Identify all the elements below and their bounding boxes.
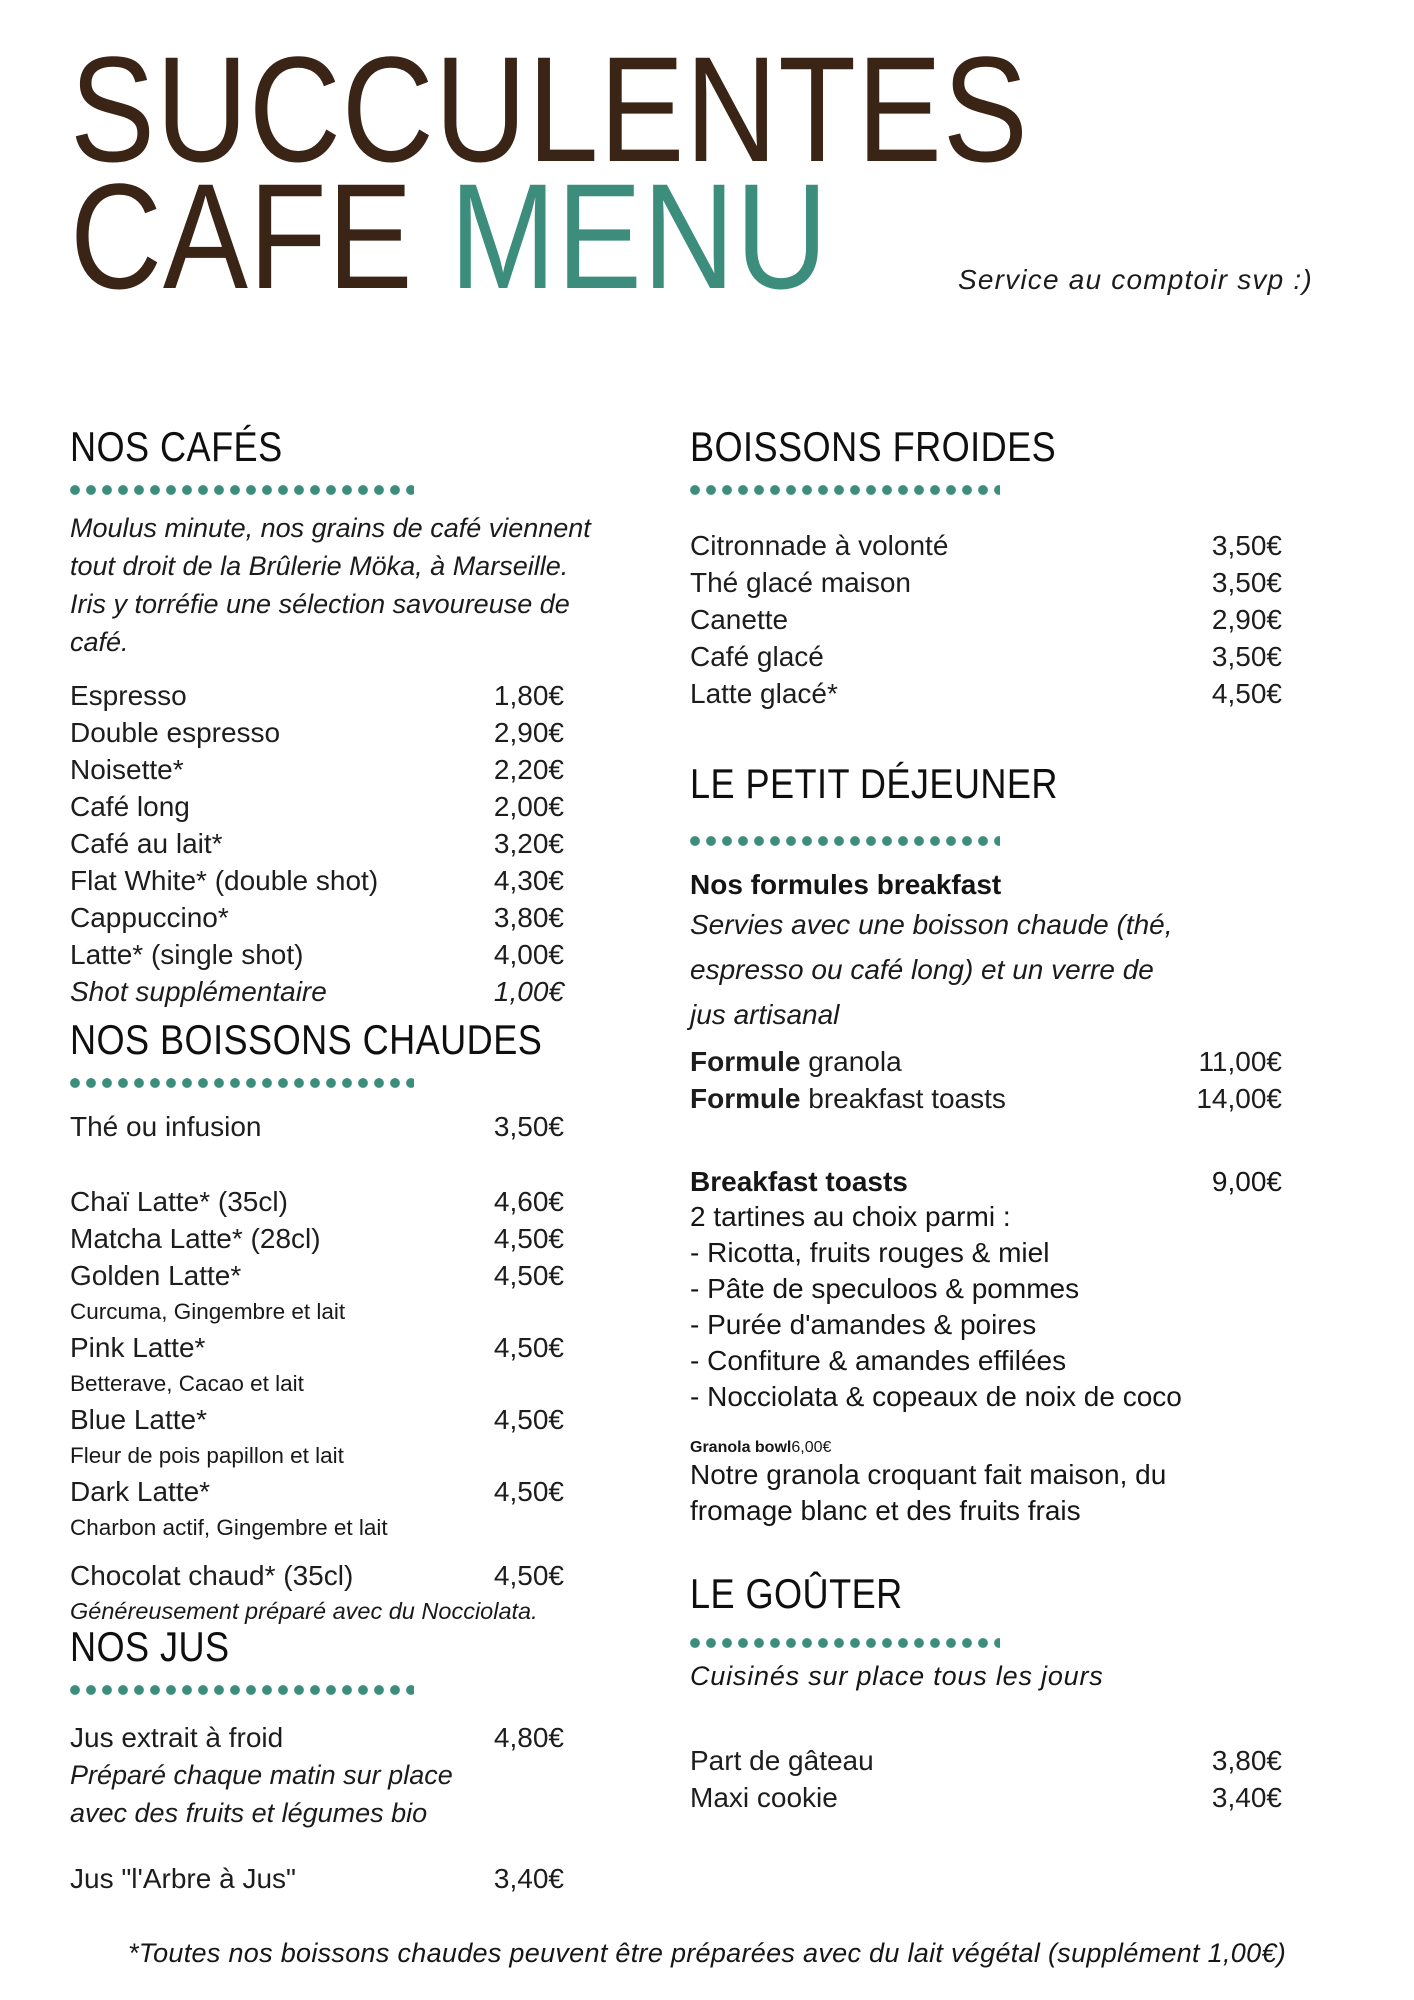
menu-item-row [70,677,564,714]
item-price: 4,80€ [493,1722,564,1753]
menu-item-row [690,1779,1282,1816]
item-price: 4,50€ [493,1332,564,1363]
item-name: Maxi cookie [690,1782,838,1813]
item-price: 4,60€ [493,1186,564,1217]
froides-item-list [690,527,1282,712]
menu-item-row [70,1329,564,1366]
item-price: 4,50€ [493,1260,564,1291]
menu-item-row [70,1473,564,1510]
item-name-rest: breakfast toasts [800,1083,1006,1114]
item-price: 2,90€ [493,717,564,748]
toast-option: - Nocciolata & copeaux de noix de coco [690,1381,1182,1412]
menu-item-row [70,1401,564,1438]
item-price: 4,30€ [493,865,564,896]
item-price: 3,50€ [1211,641,1282,672]
item-name: Pink Latte* [70,1332,206,1363]
menu-item-row [690,675,1282,712]
item-name-bold: Formule [690,1083,801,1114]
item-price: 3,50€ [493,1111,564,1142]
item-price: 11,00€ [1198,1046,1282,1077]
title-line-1: SUCCULENTES [70,25,1029,193]
section-petit-dejeuner [690,762,1282,1529]
menu-item-row [690,1043,1282,1080]
item-name: Thé glacé maison [690,567,912,598]
menu-item-row [690,1165,1282,1199]
menu-title [70,25,1029,320]
item-name: Thé ou infusion [70,1111,262,1142]
dotted-divider [70,1078,414,1088]
title-menu: MENU [449,152,829,320]
item-subtext: Betterave, Cacao et lait [70,1371,304,1396]
menu-item-row [690,601,1282,638]
menu-item-row [70,936,564,973]
item-name: Espresso [70,680,187,711]
description-line: jus artisanal [690,999,840,1030]
item-price: 3,40€ [493,1863,564,1894]
item-name: Granola bowl [690,1439,792,1456]
menu-item-row [70,1557,564,1594]
section-description [70,509,591,661]
granola-bowl-block [690,1439,1282,1529]
menu-item-row [70,825,564,862]
item-subtext: Fleur de pois papillon et lait [70,1443,344,1468]
cafes-item-list [70,677,564,1010]
item-name: Breakfast toasts [690,1166,908,1197]
item-name: Café au lait* [70,828,223,859]
description-line: Notre granola croquant fait maison, du [690,1459,1167,1490]
item-name: Dark Latte* [70,1476,211,1507]
formules-title: Nos formules breakfast [690,869,1002,900]
item-price: 4,50€ [1211,678,1282,709]
toast-option: - Purée d'amandes & poires [690,1309,1037,1340]
section-heading: NOS CAFÉS [70,423,283,470]
item-name: Cappuccino* [70,902,229,933]
item-price: 4,50€ [493,1404,564,1435]
dotted-divider [690,485,1000,495]
dotted-divider [70,485,414,495]
menu-item-row [70,899,564,936]
section-heading: LE PETIT DÉJEUNER [690,760,1058,807]
section-boissons-chaudes [70,1018,564,1629]
item-name: Café glacé [690,641,824,672]
description-line: café. [70,627,129,657]
section-heading: BOISSONS FROIDES [690,423,1057,470]
menu-item-row [70,862,564,899]
item-price: 6,00€ [791,1439,832,1456]
menu-item-row [690,1439,1282,1457]
section-le-gouter [690,1572,1282,1816]
item-name: Latte* (single shot) [70,939,304,970]
section-nos-cafes [70,423,591,1010]
title-cafe: CAFE [70,152,450,320]
item-subtext: Généreusement préparé avec du Nocciolata. [70,1598,538,1624]
item-price: 3,20€ [493,828,564,859]
item-price: 1,00€ [493,976,564,1007]
item-name: Chaï Latte* (35cl) [70,1186,288,1217]
menu-item-row [70,973,564,1010]
item-price: 3,80€ [1211,1745,1282,1776]
item-name: Canette [690,604,789,635]
description-line: espresso ou café long) et un verre de [690,954,1154,985]
service-tagline: Service au comptoir svp :) [958,264,1313,295]
section-heading: LE GOÛTER [690,1570,903,1617]
item-price: 3,50€ [1211,530,1282,561]
section-heading: NOS JUS [70,1623,230,1670]
item-price: 4,50€ [493,1560,564,1591]
item-name: Double espresso [70,717,281,748]
menu-item-row [70,1108,564,1145]
dotted-divider [690,836,1000,846]
menu-item-row [70,1183,564,1220]
item-name-bold: Formule [690,1046,801,1077]
item-price: 9,00€ [1211,1166,1282,1197]
item-price: 3,80€ [493,902,564,933]
breakfast-toasts-block [690,1165,1282,1415]
menu-item-row [70,714,564,751]
item-name: Citronnade à volonté [690,530,949,561]
item-name: Golden Latte* [70,1260,242,1291]
toast-option: - Confiture & amandes effilées [690,1345,1067,1376]
item-price: 4,50€ [493,1223,564,1254]
toast-option: - Ricotta, fruits rouges & miel [690,1237,1050,1268]
item-name: Chocolat chaud* (35cl) [70,1560,354,1591]
menu-item-row [70,1860,564,1897]
item-name: Latte glacé* [690,678,838,709]
item-name: Noisette* [70,754,184,785]
item-price: 14,00€ [1196,1083,1282,1114]
menu-item-row [690,1742,1282,1779]
formules-list [690,1043,1282,1117]
item-price: 1,80€ [493,680,564,711]
item-price: 4,00€ [493,939,564,970]
item-name: Flat White* (double shot) [70,865,379,896]
menu-item-row [690,638,1282,675]
item-name [690,1043,902,1080]
menu-item-row [690,1080,1282,1117]
description-line: fromage blanc et des fruits frais [690,1495,1081,1526]
item-subtext [70,1756,564,1832]
menu-item-row [70,788,564,825]
menu-item-row [690,527,1282,564]
item-price: 3,50€ [1211,567,1282,598]
item-name: Blue Latte* [70,1404,207,1435]
toasts-intro: 2 tartines au choix parmi : [690,1201,1011,1232]
section-boissons-froides [690,425,1282,712]
item-price: 2,00€ [493,791,564,822]
description-line: Iris y torréfie une sélection savoureuse de [70,589,570,619]
chaudes-item-list [70,1108,564,1629]
description-line: Préparé chaque matin sur place [70,1760,453,1790]
gouter-item-list [690,1742,1282,1816]
menu-item-row [70,751,564,788]
item-name: Shot supplémentaire [70,976,327,1007]
item-price: 2,90€ [1211,604,1282,635]
item-subtext [690,1457,1282,1529]
formules-description [690,902,1282,1037]
menu-item-row [70,1220,564,1257]
item-name: Café long [70,791,190,822]
description-line: Moulus minute, nos grains de café viennent [70,513,591,543]
item-subtext: Curcuma, Gingembre et lait [70,1299,346,1324]
item-name-rest: granola [800,1046,902,1077]
item-subtext: Charbon actif, Gingembre et lait [70,1515,388,1540]
description-line: tout droit de la Brûlerie Möka, à Marseille. [70,551,569,581]
description-line: avec des fruits et légumes bio [70,1798,428,1828]
item-price: 4,50€ [493,1476,564,1507]
item-name: Matcha Latte* (28cl) [70,1223,321,1254]
section-nos-jus [70,1625,564,1897]
item-name: Part de gâteau [690,1745,874,1776]
footer-note: *Toutes nos boissons chaudes peuvent être préparées avec du lait végétal (supplément 1,00€) [127,1938,1287,1968]
item-name: Jus extrait à froid [70,1722,284,1753]
menu-item-row [70,1719,564,1756]
description-line: Servies avec une boisson chaude (thé, [690,909,1173,940]
section-tagline: Cuisinés sur place tous les jours [690,1661,1104,1691]
item-name [690,1080,1006,1117]
item-price: 2,20€ [493,754,564,785]
menu-item-row [690,564,1282,601]
menu-item-row [70,1257,564,1294]
item-price: 3,40€ [1211,1782,1282,1813]
dotted-divider [690,1638,1000,1648]
item-name: Jus "l'Arbre à Jus" [70,1863,296,1894]
toast-option: - Pâte de speculoos & pommes [690,1273,1080,1304]
dotted-divider [70,1685,414,1695]
section-heading: NOS BOISSONS CHAUDES [70,1016,543,1063]
